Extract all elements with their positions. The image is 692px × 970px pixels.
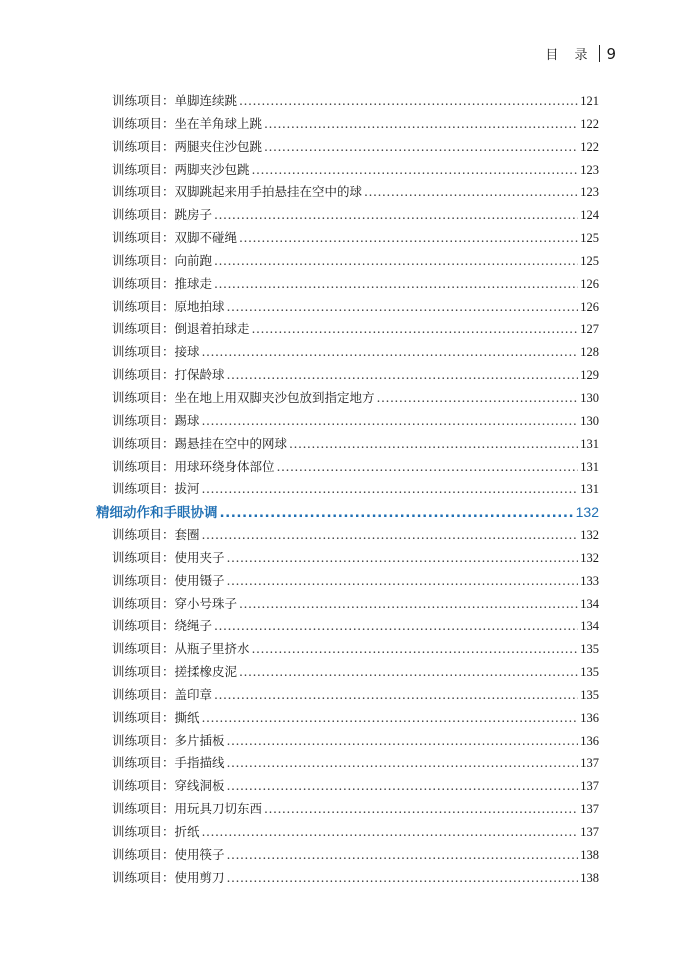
dot-leader — [227, 296, 579, 319]
toc-entry[interactable] — [112, 410, 599, 433]
toc-entry-prefix: 训练项目： — [112, 93, 175, 108]
toc-page-number: 122 — [580, 139, 599, 154]
toc-entry[interactable] — [112, 136, 599, 159]
toc-entry-prefix: 训练项目： — [112, 184, 175, 200]
toc-entry[interactable] — [112, 867, 599, 890]
toc-page-number: 123 — [580, 162, 599, 177]
toc-entry-label — [112, 570, 225, 593]
toc-entry-prefix: 训练项目： — [112, 298, 175, 314]
toc-entry-label — [112, 318, 250, 341]
dot-leader — [227, 570, 579, 593]
toc-page-number: 137 — [580, 802, 599, 817]
toc-page-number: 130 — [580, 390, 599, 405]
toc-entry-prefix: 训练项目： — [112, 709, 175, 725]
toc-page-number: 121 — [580, 94, 599, 108]
toc-page-number: 125 — [580, 231, 599, 246]
toc-page-number: 133 — [580, 573, 599, 588]
toc-page-number: 126 — [580, 276, 599, 291]
toc-entry-prefix: 训练项目： — [112, 321, 175, 337]
toc-entry-prefix: 训练项目： — [112, 686, 175, 702]
toc-entry-label — [112, 227, 237, 250]
dot-leader — [252, 159, 579, 182]
toc-entry-label — [112, 136, 262, 159]
toc-entry[interactable] — [112, 159, 599, 182]
toc-entry-label — [112, 524, 200, 547]
toc-entry-prefix: 训练项目： — [112, 138, 175, 154]
dot-leader — [364, 181, 578, 204]
toc-entry-title: 两腿夹住沙包跳 — [174, 138, 263, 154]
toc-entry[interactable] — [112, 387, 599, 410]
toc-entry-title: 使用夹子 — [174, 549, 225, 565]
toc-entry-label — [112, 250, 212, 273]
dot-leader — [202, 707, 579, 730]
toc-entry-prefix: 训练项目： — [112, 572, 175, 588]
toc-entry-label — [112, 273, 212, 296]
toc-entry-label — [112, 593, 237, 616]
toc-page-number: 137 — [580, 825, 599, 839]
toc-entry-label — [112, 296, 225, 319]
toc-entry-prefix: 训练项目： — [112, 367, 175, 383]
toc-entry-prefix: 训练项目： — [112, 230, 175, 246]
toc-entry-title: 用球环绕身体部位 — [174, 458, 275, 474]
toc-entry[interactable] — [112, 638, 599, 661]
dot-leader — [239, 593, 578, 616]
toc-entry-title: 穿小号珠子 — [174, 595, 238, 611]
toc-entry[interactable] — [112, 661, 599, 684]
toc-entry[interactable] — [112, 844, 599, 867]
dot-leader — [252, 638, 579, 661]
toc-entry-label — [112, 456, 275, 479]
toc-entry[interactable] — [112, 433, 599, 456]
toc-entry-label — [112, 684, 212, 707]
toc-entry-title: 使用剪刀 — [174, 869, 225, 885]
toc-page-number: 127 — [580, 322, 599, 337]
toc-entry[interactable] — [112, 752, 599, 775]
toc-page-number: 130 — [580, 413, 599, 428]
toc-entry-prefix: 训练项目： — [112, 527, 175, 543]
toc-entry-prefix: 训练项目： — [112, 732, 175, 748]
toc-entry-prefix: 训练项目： — [112, 846, 175, 862]
toc-entry-label — [112, 798, 262, 821]
toc-entry-label — [112, 707, 200, 730]
dot-leader — [377, 387, 579, 410]
dot-leader — [239, 90, 578, 113]
toc-entry-label — [96, 502, 218, 525]
toc-page-number: 138 — [580, 870, 599, 885]
toc-entry-prefix: 训练项目： — [112, 824, 175, 839]
toc-entry-label — [112, 752, 225, 775]
toc-entry-title: 盖印章 — [174, 686, 213, 702]
toc-page-number: 135 — [580, 642, 599, 657]
toc-entry-prefix: 训练项目： — [112, 115, 175, 131]
toc-entry-title: 搓揉橡皮泥 — [174, 664, 238, 680]
toc-entry-title: 两脚夹沙包跳 — [174, 161, 250, 177]
dot-leader — [277, 456, 579, 479]
toc-entry[interactable] — [112, 341, 599, 364]
toc-entry-prefix: 训练项目： — [112, 664, 175, 680]
dot-leader — [220, 502, 574, 525]
toc-entry-prefix: 训练项目： — [112, 778, 175, 794]
toc-entry-prefix: 训练项目： — [112, 618, 175, 634]
toc-page-number: 132 — [575, 504, 599, 521]
toc-entry-title: 多片插板 — [174, 732, 225, 748]
page-header — [545, 44, 616, 63]
toc-entry-prefix: 训练项目： — [112, 435, 175, 451]
dot-leader — [227, 547, 579, 570]
toc-entry-title: 手指描线 — [174, 755, 225, 771]
toc-page-number: 138 — [580, 847, 599, 862]
toc-entry-label — [112, 615, 212, 638]
dot-leader — [264, 136, 578, 159]
toc-page-number: 137 — [580, 756, 599, 771]
toc-entry-title: 向前跑 — [174, 252, 213, 268]
toc-entry-title: 打保龄球 — [174, 367, 225, 383]
toc-entry-label — [112, 113, 262, 136]
toc-entry-label — [112, 821, 200, 844]
toc-entry[interactable] — [112, 90, 599, 113]
toc-entry-title: 单脚连续跳 — [174, 93, 238, 108]
toc-entry[interactable] — [112, 821, 599, 844]
dot-leader — [202, 821, 579, 844]
toc-page-number: 124 — [580, 208, 599, 223]
toc-entry-title: 跳房子 — [174, 207, 213, 223]
toc-entry-title: 精细动作和手眼协调 — [96, 505, 218, 522]
toc-entry-title: 坐在地上用双脚夹沙包放到指定地方 — [174, 389, 375, 405]
toc-entry[interactable] — [112, 364, 599, 387]
toc-entry-label — [112, 730, 225, 753]
toc-page-number: 132 — [580, 550, 599, 565]
toc-entry-label — [112, 433, 287, 456]
toc-entry-title: 推球走 — [174, 275, 213, 291]
toc-page-number: 134 — [580, 596, 599, 611]
toc-entry-label — [112, 341, 200, 364]
toc-entry-title: 双脚不碰绳 — [174, 230, 238, 246]
dot-leader — [227, 364, 579, 387]
toc-entry-label — [112, 661, 237, 684]
dot-leader — [227, 844, 579, 867]
toc-entry-title: 坐在羊角球上跳 — [174, 115, 263, 131]
toc-entry-prefix: 训练项目： — [112, 344, 175, 360]
toc-entry[interactable] — [112, 113, 599, 136]
toc-entry[interactable] — [112, 593, 599, 616]
toc-page-number: 129 — [580, 368, 599, 383]
toc-entry-label — [112, 638, 250, 661]
toc-entry-label — [112, 387, 375, 410]
toc-page-number: 136 — [580, 710, 599, 725]
toc-entry[interactable] — [112, 684, 599, 707]
dot-leader — [202, 410, 579, 433]
dot-leader — [227, 730, 579, 753]
running-header-title: 目 录 — [545, 48, 594, 63]
toc-entry-prefix: 训练项目： — [112, 161, 175, 177]
dot-leader — [264, 798, 578, 821]
toc-entry-title: 踢悬挂在空中的网球 — [174, 435, 288, 451]
dot-leader — [214, 615, 578, 638]
header-divider — [599, 45, 600, 62]
toc-page-number: 135 — [580, 665, 599, 680]
toc-entry[interactable] — [112, 273, 599, 296]
toc-page-number: 135 — [580, 687, 599, 702]
dot-leader — [202, 478, 579, 501]
toc-entry-prefix: 训练项目： — [112, 869, 175, 885]
toc-page-number: 131 — [580, 482, 599, 497]
toc-page-number: 137 — [580, 779, 599, 794]
toc-entry[interactable] — [112, 615, 599, 638]
toc-entry-label — [112, 181, 362, 204]
toc-entry-title: 撕纸 — [174, 709, 200, 725]
toc-entry-title: 倒退着拍球走 — [174, 321, 250, 337]
toc-page-number: 132 — [580, 528, 599, 543]
toc-entry-label — [112, 844, 225, 867]
toc-entry-prefix: 训练项目： — [112, 755, 175, 771]
dot-leader — [227, 867, 579, 890]
toc-entry-title: 双脚跳起来用手拍悬挂在空中的球 — [174, 184, 363, 200]
toc-entry[interactable] — [112, 296, 599, 319]
toc-entry-prefix: 训练项目： — [112, 641, 175, 657]
toc-entry-title: 接球 — [174, 344, 200, 360]
toc-entry-label — [112, 547, 225, 570]
toc-entry-title: 使用筷子 — [174, 846, 225, 862]
toc-page-number: 131 — [580, 436, 599, 451]
toc-page-number: 128 — [580, 345, 599, 360]
toc-entry-prefix: 训练项目： — [112, 252, 175, 268]
dot-leader — [214, 273, 578, 296]
dot-leader — [289, 433, 578, 456]
dot-leader — [214, 204, 578, 227]
table-of-contents — [96, 90, 599, 890]
toc-page-number: 136 — [580, 733, 599, 748]
toc-entry[interactable] — [112, 570, 599, 593]
toc-entry-title: 拔河 — [174, 481, 200, 497]
toc-entry-prefix: 训练项目： — [112, 275, 175, 291]
toc-entry-title: 折纸 — [174, 824, 200, 839]
toc-entry[interactable] — [112, 250, 599, 273]
toc-entry[interactable] — [112, 181, 599, 204]
dot-leader — [252, 318, 579, 341]
toc-entry-title: 套圈 — [174, 527, 200, 543]
toc-entry-prefix: 训练项目： — [112, 458, 175, 474]
toc-entry-title: 使用镊子 — [174, 572, 225, 588]
toc-entry-prefix: 训练项目： — [112, 481, 175, 497]
toc-entry-prefix: 训练项目： — [112, 207, 175, 223]
toc-entry-label — [112, 204, 212, 227]
toc-entry-prefix: 训练项目： — [112, 801, 175, 817]
toc-entry[interactable] — [112, 204, 599, 227]
toc-entry-title: 原地拍球 — [174, 298, 225, 314]
dot-leader — [239, 661, 578, 684]
toc-entry-prefix: 训练项目： — [112, 412, 175, 428]
toc-entry-label — [112, 478, 200, 501]
toc-entry[interactable] — [112, 798, 599, 821]
toc-entry[interactable] — [112, 775, 599, 798]
dot-leader — [264, 113, 578, 136]
page-number: 9 — [606, 44, 616, 63]
toc-entry-title: 穿线洞板 — [174, 778, 225, 794]
toc-entry[interactable] — [112, 478, 599, 501]
dot-leader — [202, 524, 579, 547]
toc-entry[interactable] — [112, 227, 599, 250]
dot-leader — [214, 684, 578, 707]
toc-page-number: 131 — [580, 459, 599, 474]
toc-entry[interactable] — [112, 318, 599, 341]
toc-entry-label — [112, 775, 225, 798]
toc-entry-label — [112, 90, 237, 113]
toc-entry-prefix: 训练项目： — [112, 595, 175, 611]
toc-entry[interactable] — [112, 730, 599, 753]
toc-entry[interactable] — [112, 547, 599, 570]
toc-entry-prefix: 训练项目： — [112, 549, 175, 565]
toc-page-number: 126 — [580, 299, 599, 314]
toc-entry-title: 用玩具刀切东西 — [174, 801, 263, 817]
toc-entry-title: 从瓶子里挤水 — [174, 641, 250, 657]
toc-entry[interactable] — [112, 707, 599, 730]
toc-entry-title: 踢球 — [174, 412, 200, 428]
toc-entry[interactable] — [112, 456, 599, 479]
dot-leader — [214, 250, 578, 273]
toc-section-heading[interactable] — [96, 501, 599, 524]
toc-entry-title: 绕绳子 — [174, 618, 213, 634]
toc-entry-label — [112, 364, 225, 387]
toc-entry-label — [112, 867, 225, 890]
dot-leader — [227, 775, 579, 798]
toc-entry-prefix: 训练项目： — [112, 389, 175, 405]
dot-leader — [202, 341, 579, 364]
dot-leader — [227, 752, 579, 775]
toc-entry-label — [112, 410, 200, 433]
toc-page-number: 125 — [580, 253, 599, 268]
dot-leader — [239, 227, 578, 250]
toc-entry-label — [112, 159, 250, 182]
toc-entry[interactable] — [112, 524, 599, 547]
toc-page-number: 123 — [580, 185, 599, 200]
toc-page-number: 122 — [580, 116, 599, 131]
toc-page-number: 134 — [580, 619, 599, 634]
